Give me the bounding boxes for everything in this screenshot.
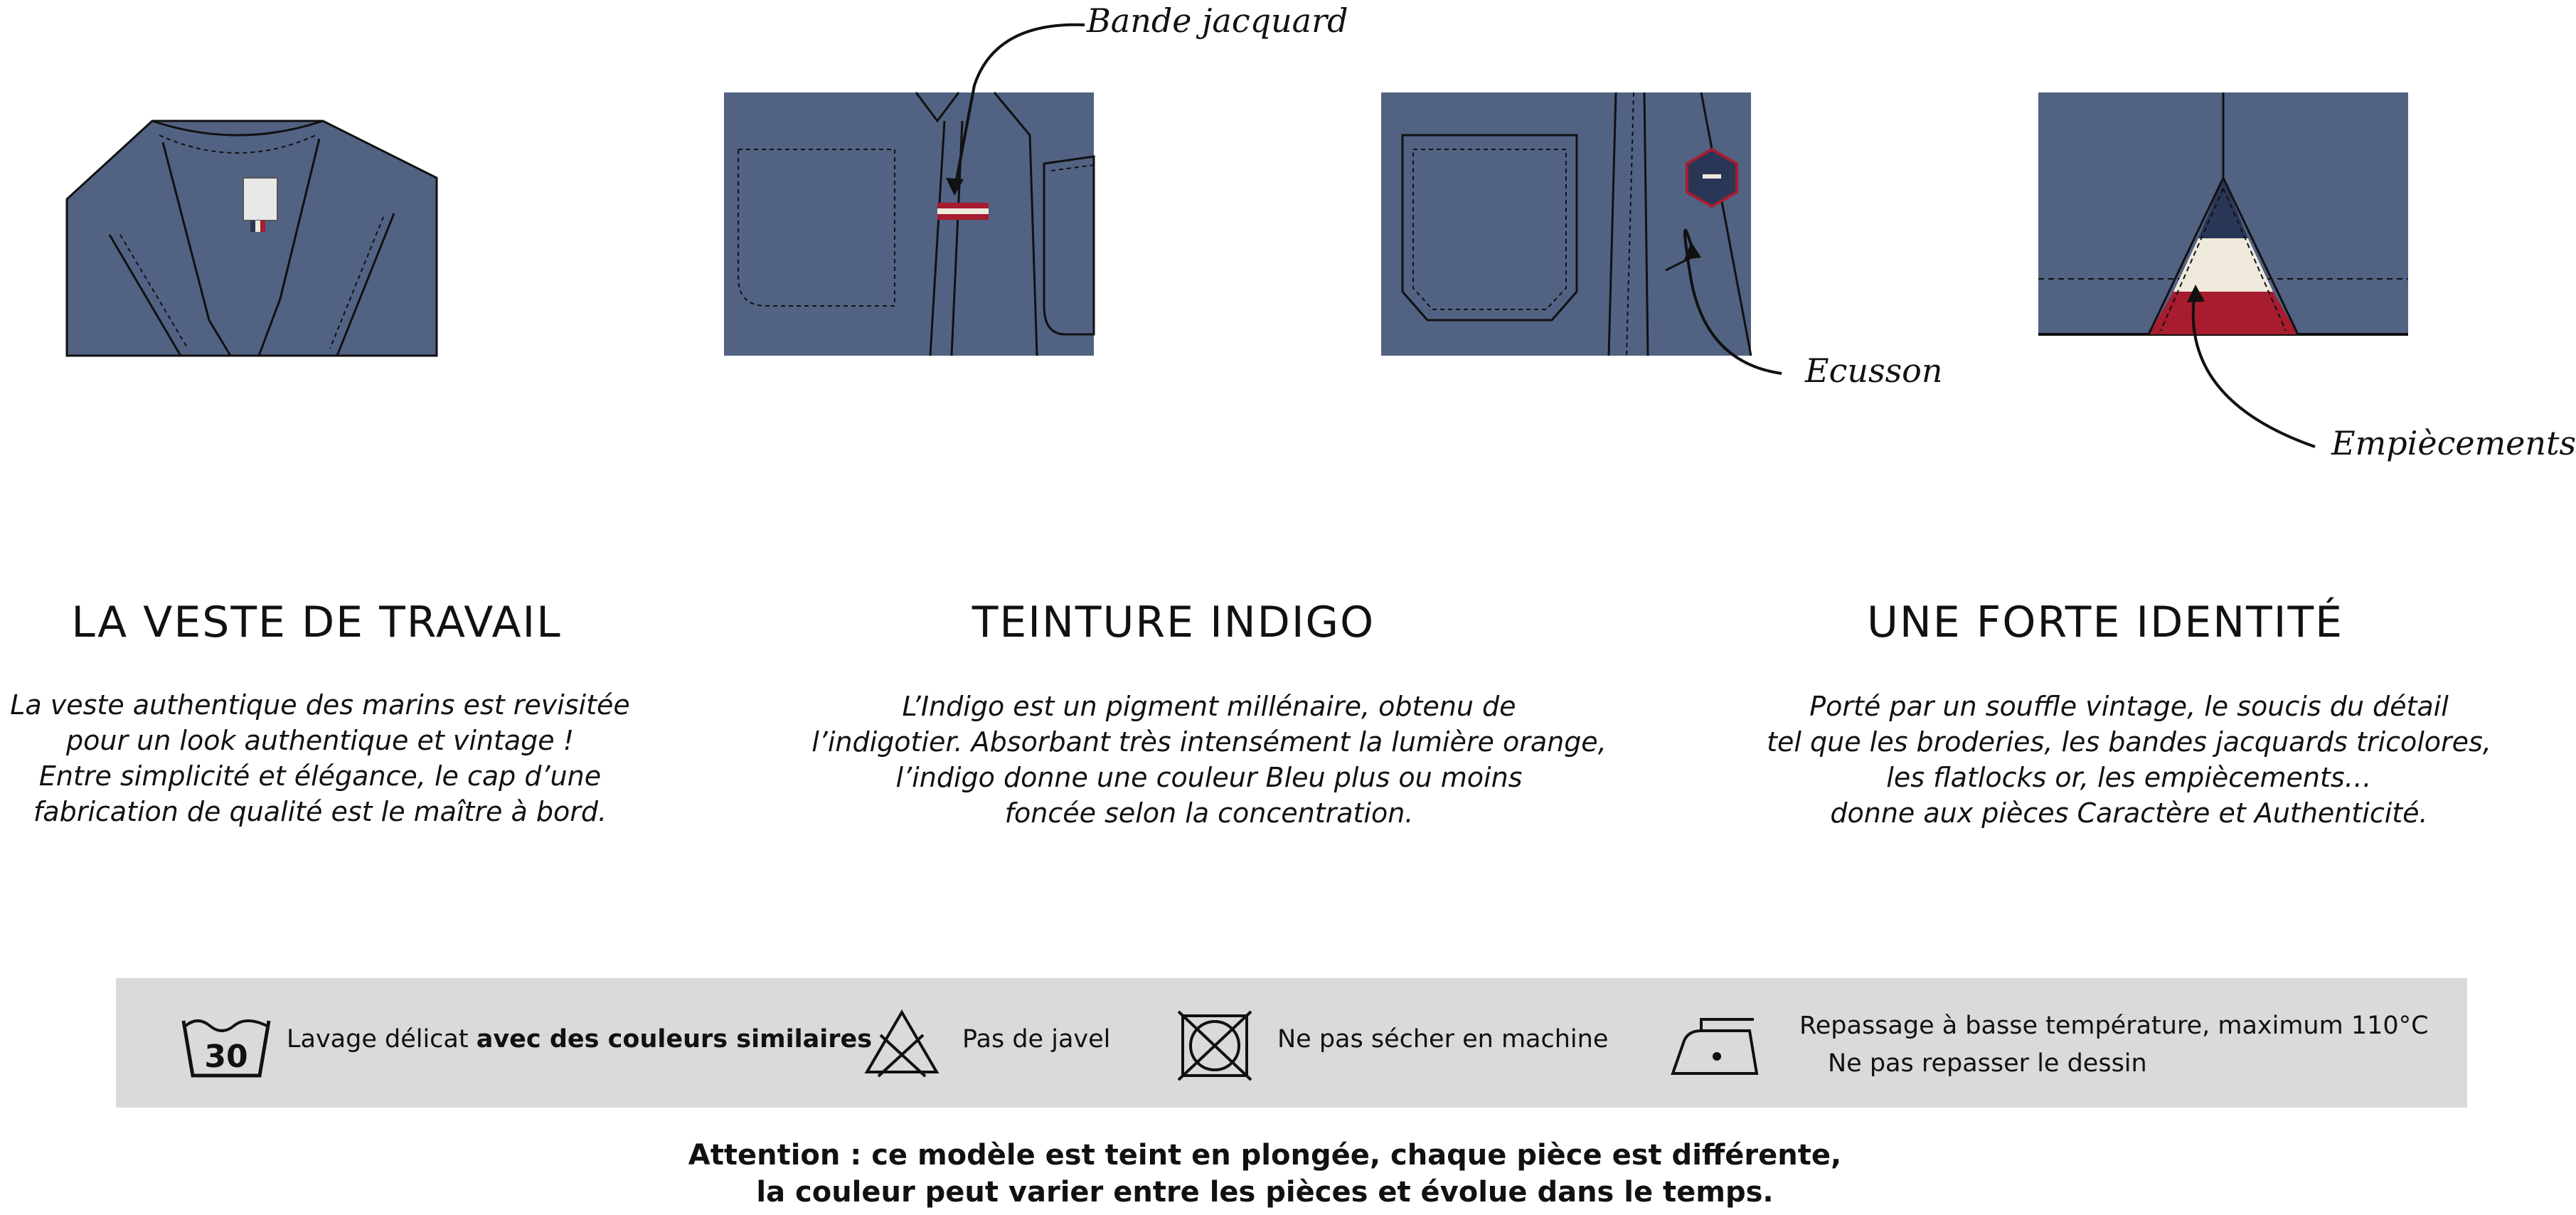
bleach-label: Pas de javel [962, 1025, 1111, 1054]
callout-arrow-empiecements [2187, 285, 2205, 302]
section-line: pour un look authentique et vintage ! [66, 725, 574, 756]
notice-line-2: la couleur peut varier entre les pièces et évolue dans le temps. [756, 1176, 1774, 1209]
wash-30-icon [180, 1010, 272, 1081]
section-line: les flatlocks or, les empiècements… [1886, 762, 2372, 793]
dryer-label: Ne pas sécher en machine [1277, 1025, 1609, 1054]
section-line: Entre simplicité et élégance, le cap d’une [38, 760, 602, 792]
callout-empiecements: Empiècements [2331, 424, 2576, 462]
section-title-identite: UNE FORTE IDENTITÉ [1866, 598, 2344, 647]
section-line: Porté par un souffle vintage, le soucis du détail [1809, 691, 2449, 722]
callout-lines [0, 0, 2530, 498]
callout-bande-jacquard: Bande jacquard [1087, 1, 1348, 40]
callout-arrow-jacquard [946, 178, 964, 196]
callout-line-empiecements [2193, 288, 2315, 447]
wash-label-plain: Lavage délicat [287, 1025, 477, 1054]
wash-label-bold: avec des couleurs similaires [476, 1025, 873, 1054]
no-bleach-icon [863, 1007, 941, 1078]
callout-line-jacquard [954, 25, 1085, 191]
section-text-identite [1728, 689, 2530, 831]
section-line: fabrication de qualité est le maître à bord. [33, 796, 607, 827]
section-title-veste: LA VESTE DE TRAVAIL [71, 598, 562, 647]
section-title-indigo: TEINTURE INDIGO [972, 598, 1375, 647]
section-text-veste [0, 687, 640, 829]
section-line: La veste authentique des marins est revisitée [10, 689, 630, 721]
dye-notice [0, 1137, 2530, 1211]
section-text-indigo [747, 689, 1671, 831]
iron-low-icon [1670, 1014, 1762, 1078]
callout-line-ecusson [1685, 230, 1782, 373]
wash-temp-text: 30 [204, 1039, 248, 1075]
no-tumble-dry-icon [1176, 1010, 1254, 1081]
section-line: L’Indigo est un pigment millénaire, obtenu de [902, 691, 1516, 722]
section-line: l’indigotier. Absorbant très intensément la lumière orange, [811, 726, 1607, 758]
iron-label-2: Ne pas repasser le dessin [1828, 1049, 2147, 1078]
section-line: foncée selon la concentration. [1004, 797, 1414, 829]
section-line: donne aux pièces Caractère et Authenticité. [1830, 797, 2428, 829]
section-line: tel que les broderies, les bandes jacquards tricolores, [1767, 726, 2491, 758]
wash-label [287, 1025, 872, 1054]
callout-ecusson: Ecusson [1805, 351, 1943, 390]
care-instructions-bar [116, 978, 2467, 1108]
iron-label-1: Repassage à basse température, maximum 110°C [1799, 1012, 2429, 1040]
notice-line-1: Attention : ce modèle est teint en plongée, chaque pièce est différente, [688, 1139, 1842, 1172]
section-line: l’indigo donne une couleur Bleu plus ou moins [895, 762, 1523, 793]
